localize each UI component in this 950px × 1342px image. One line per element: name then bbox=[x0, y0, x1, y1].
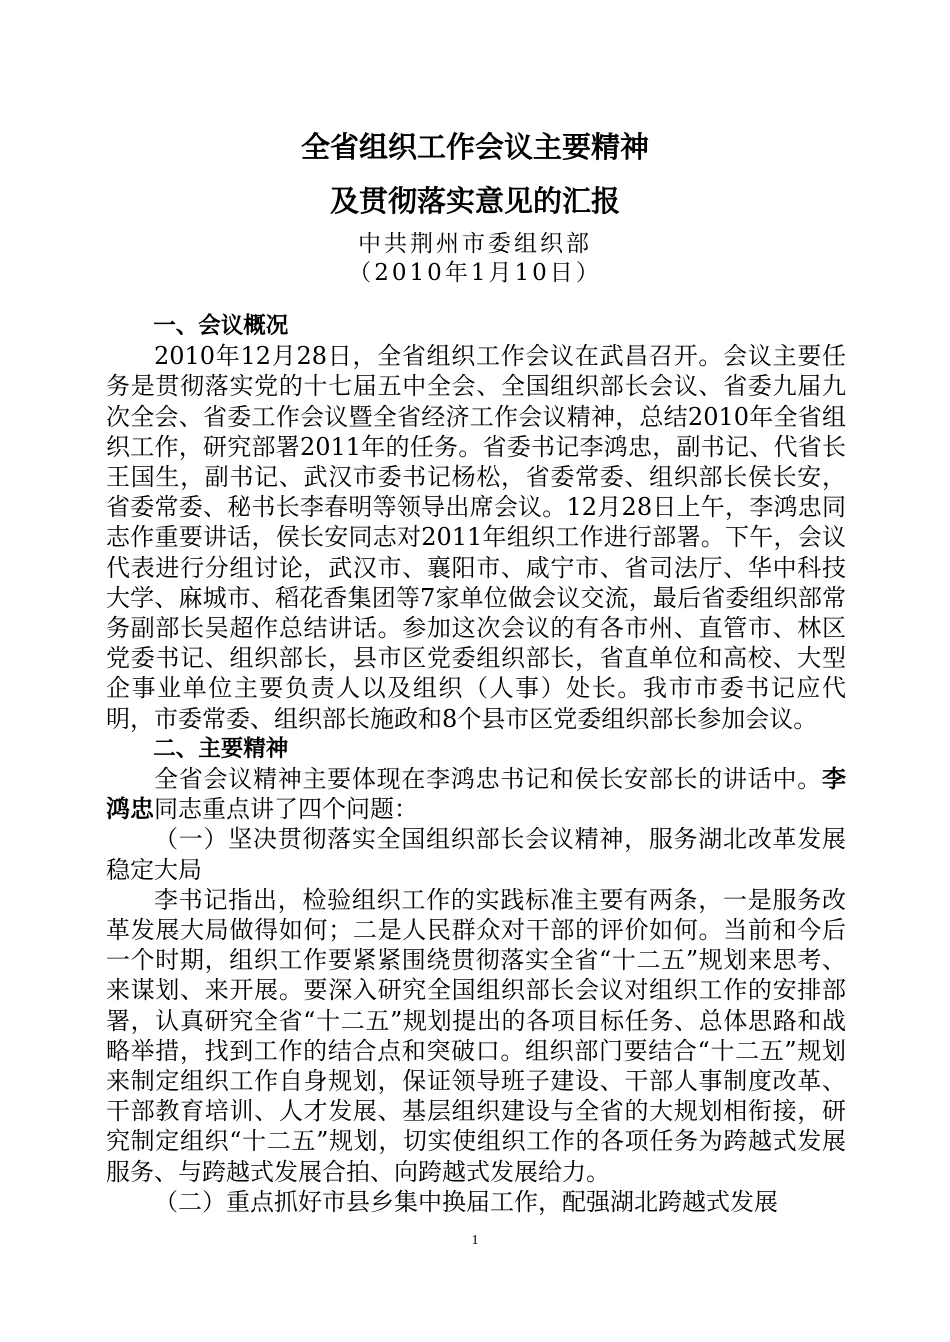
section-heading-overview: 一、会议概况 bbox=[153, 313, 289, 339]
paragraph-item-1-body: 李书记指出，检验组织工作的实践标准主要有两条，一是服务改革发展大局做得如何；二是人民群众对干部的评价如何。当前和今后一个时期，组织工作要紧紧围绕贯彻落实全省“十二五”规划来思考、来谋划、来开展。要深入研究全国组织部长会议对组织工作的安排部署，认真研究全省“十二五”规划提出的各项目标任务、总体思路和战略举措，找到工作的结合点和突破口。组织部门要结合“十二五”规划来制定组织工作自身规划，保证领导班子建设、干部人事制度改革、干部教育培训、人才发展、基层组织建设与全省的大规划相衔接，研究制定组织“十二五”规划，切实使组织工作的各项任务为跨越式发展服务、与跨越式发展合拍、向跨越式发展给力。 bbox=[106, 885, 846, 1186]
subheading-item-2: （二）重点抓好市县乡集中换届工作，配强湖北跨越式发展 bbox=[154, 1187, 778, 1216]
section-heading-main-spirit: 二、主要精神 bbox=[153, 735, 289, 762]
document-date: （2010年1月10日） bbox=[348, 260, 602, 286]
speaker-name: 李鸿忠 bbox=[106, 765, 846, 824]
subheading-item-1: （一）坚决贯彻落实全国组织部长会议精神，服务湖北改革发展稳定大局 bbox=[106, 825, 846, 884]
intro-text-end: 同志重点讲了四个问题： bbox=[154, 795, 418, 824]
paragraph-meeting-overview: 2010年12月28日，全省组织工作会议在武昌召开。会议主要任务是贯彻落实党的十七届五中全会、全国组织部长会议、省委九届九次全会、省委工作会议暨全省经济工作会议精神，总结2010年全省组织工作，研究部署2011年的任务。省委书记李鸿忠，副书记、代省长王国生，副书记、武汉市委书记杨松，省委常委、组织部长侯长安，省委常委、秘书长李春明等领导出席会议。12月28日上午，李鸿忠同志作重要讲话，侯长安同志对2011年组织工作进行部署。下午，会议代表进行分组讨论，武汉市、襄阳市、咸宁市、省司法厅、华中科技大学、麻城市、稻花香集团等7家单位做会议交流，最后省委组织部常务副部长吴超作总结讲话。参加这次会议的有各市州、直管市、林区党委书记、组织部长，县市区党委组织部长，省直单位和高校、大型企事业单位主要负责人以及组织（人事）处长。我市市委书记应代明，市委常委、组织部长施政和8个县市区党委组织部长参加会议。 bbox=[106, 342, 846, 733]
document-body bbox=[106, 311, 846, 1217]
issuing-organization: 中共荆州市委组织部 bbox=[358, 231, 592, 257]
page-number: 1 bbox=[471, 1233, 479, 1248]
document-title-line1: 全省组织工作会议主要精神 bbox=[300, 130, 649, 164]
document-title-line2: 及贯彻落实意见的汇报 bbox=[329, 184, 620, 218]
paragraph-main-spirit-intro bbox=[106, 764, 846, 824]
intro-text-start: 全省会议精神主要体现在李鸿忠书记和侯长安部长的讲话中。 bbox=[154, 765, 822, 794]
